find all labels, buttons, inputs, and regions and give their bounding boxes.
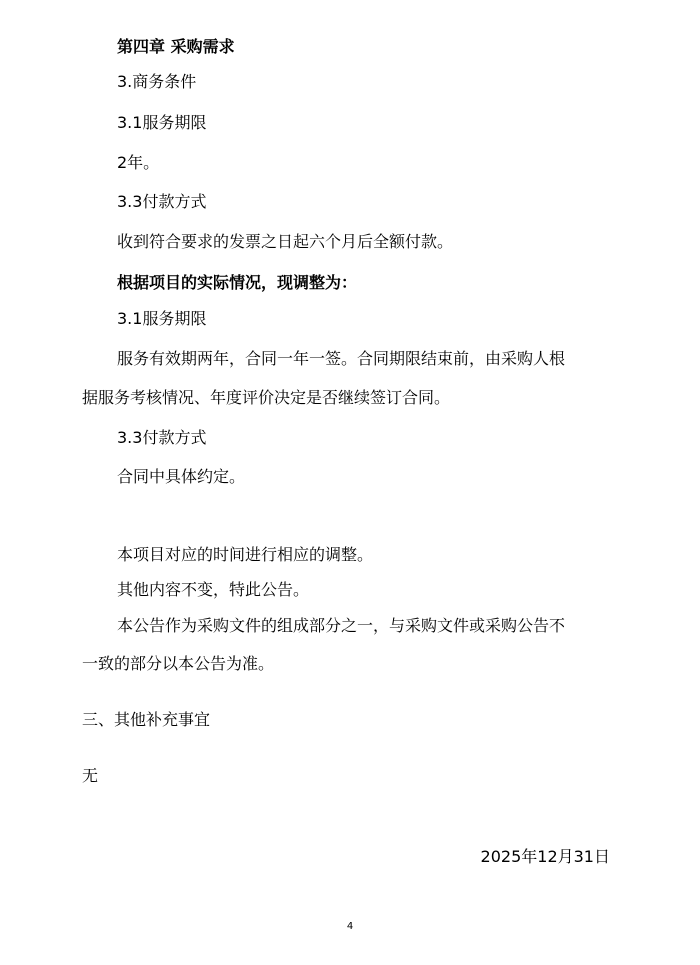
time-adjustment-note: 本项目对应的时间进行相应的调整。	[117, 545, 374, 564]
service-period-value-2-line1: 服务有效期两年，合同一年一签。合同期限结束前，由采购人根	[117, 349, 566, 368]
other-unchanged-note: 其他内容不变，特此公告。	[117, 580, 310, 599]
chapter-title: 第四章 采购需求	[117, 37, 235, 56]
payment-method-heading-1: 3.3付款方式	[117, 192, 207, 211]
service-period-value-2-line2: 据服务考核情况、年度评价决定是否继续签订合同。	[82, 388, 451, 407]
section-three-heading: 三、其他补充事宜	[82, 710, 211, 729]
adjustment-intro: 根据项目的实际情况，现调整为：	[117, 273, 358, 292]
notice-part-line1: 本公告作为采购文件的组成部分之一，与采购文件或采购公告不	[117, 616, 566, 635]
notice-part-line2: 一致的部分以本公告为准。	[82, 654, 275, 673]
payment-method-value-1: 收到符合要求的发票之日起六个月后全额付款。	[117, 232, 454, 251]
page-number: 4	[346, 921, 354, 932]
service-period-heading-1: 3.1服务期限	[117, 113, 207, 132]
payment-method-value-2: 合同中具体约定。	[117, 467, 246, 486]
service-period-value-1: 2年。	[117, 153, 160, 172]
document-date: 2025年12月31日	[480, 847, 610, 866]
payment-method-heading-2: 3.3付款方式	[117, 428, 207, 447]
service-period-heading-2: 3.1服务期限	[117, 309, 207, 328]
section-three-value: 无	[82, 766, 99, 785]
section-business-terms: 3.商务条件	[117, 72, 197, 91]
